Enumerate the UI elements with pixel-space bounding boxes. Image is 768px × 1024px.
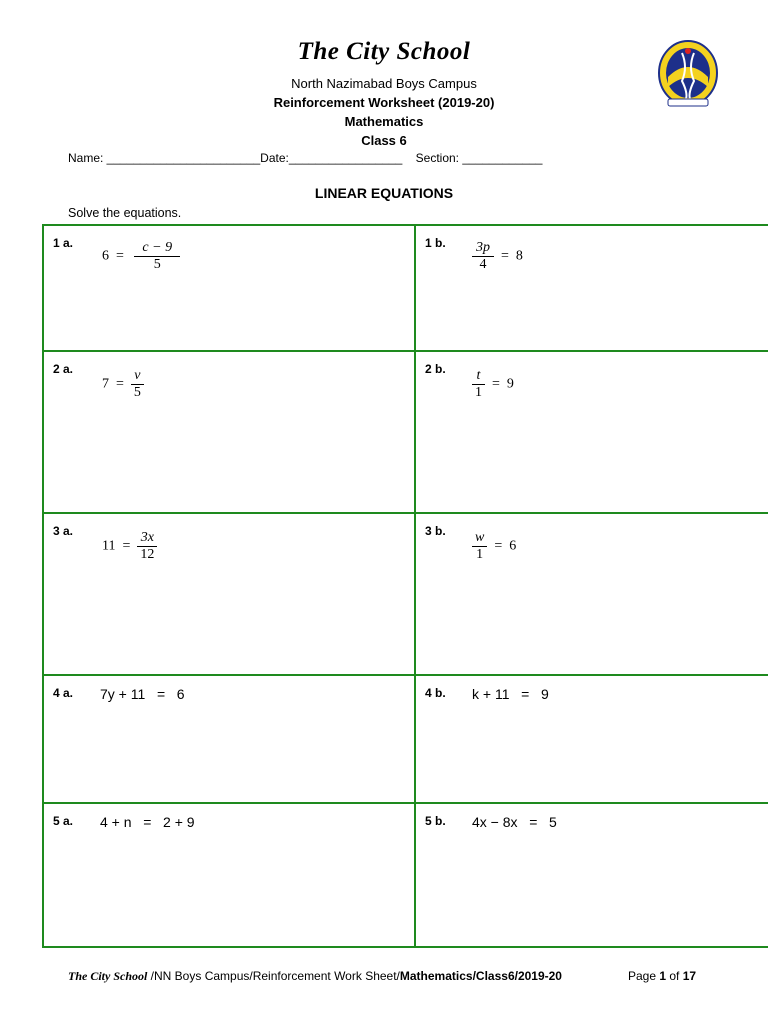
- problems-grid: [42, 224, 768, 948]
- problem-label: 2 b.: [425, 362, 446, 376]
- footer-path-text: /NN Boys Campus/Reinforcement Work Sheet/: [147, 969, 400, 983]
- problem-row-2: [44, 352, 768, 514]
- lhs-value: 7: [102, 376, 109, 392]
- instruction-text: Solve the equations.: [68, 206, 182, 220]
- campus-name: North Nazimabad Boys Campus: [291, 76, 477, 91]
- problem-row-1: [44, 226, 768, 352]
- student-info-fields[interactable]: Name: _______________________Date:_________________ Section: ____________: [68, 151, 543, 165]
- lhs-value: 11: [102, 538, 116, 554]
- problem-cell-3a[interactable]: [44, 514, 416, 674]
- page-number: Page 1 of 17: [628, 969, 697, 983]
- school-name: The City School: [297, 38, 471, 65]
- equation: [102, 368, 144, 401]
- equals-sign: =: [116, 376, 124, 392]
- problem-label: 3 b.: [425, 524, 446, 538]
- problem-label: 5 a.: [53, 814, 74, 828]
- footer-brand: The City School: [68, 969, 148, 983]
- school-logo-icon: [656, 37, 720, 117]
- fraction: $\frac{c - 9}{5}$: [134, 240, 180, 273]
- equation: [472, 368, 514, 401]
- problem-label: 4 a.: [53, 686, 74, 700]
- rhs-value: 8: [515, 248, 523, 264]
- equation: 4 + n = 2 + 9: [100, 814, 195, 830]
- footer-path: [68, 969, 562, 984]
- equation: [102, 530, 157, 563]
- problem-cell-2a[interactable]: [44, 352, 416, 512]
- problem-label: 4 b.: [425, 686, 446, 700]
- footer-path-bold: Mathematics/Class6/2019-20: [399, 969, 562, 983]
- problem-row-4: [44, 676, 768, 804]
- problem-label: 1 a.: [53, 236, 74, 250]
- problem-cell-1a[interactable]: [44, 226, 416, 350]
- problem-cell-4a[interactable]: [44, 676, 416, 802]
- equation: 7y + 11 = 6: [100, 686, 185, 702]
- problem-row-5: [44, 804, 768, 948]
- equation: 4x − 8x = 5: [472, 814, 557, 830]
- problem-cell-3b[interactable]: [416, 514, 768, 674]
- equals-sign: =: [122, 538, 131, 554]
- subject: Mathematics: [344, 114, 424, 129]
- fraction: $\frac{3p}{4}$: [472, 240, 494, 273]
- fraction: $\frac{w}{1}$: [472, 530, 487, 563]
- equals-sign: =: [492, 376, 500, 392]
- fraction: $\frac{v}{5}$: [131, 368, 144, 401]
- problem-label: 3 a.: [53, 524, 74, 538]
- problem-cell-1b[interactable]: [416, 226, 768, 350]
- class-level: Class 6: [361, 133, 407, 148]
- fraction: $\frac{t}{1}$: [472, 368, 485, 401]
- equation: k + 11 = 9: [472, 686, 549, 702]
- equation: [472, 530, 516, 563]
- equation: [472, 240, 523, 273]
- equation: [102, 240, 180, 273]
- worksheet-title: Reinforcement Worksheet (2019-20): [273, 95, 495, 110]
- rhs-value: 6: [509, 538, 517, 554]
- equals-sign: =: [494, 538, 503, 554]
- problem-row-3: [44, 514, 768, 676]
- problem-label: 1 b.: [425, 236, 446, 250]
- worksheet-topic-title: LINEAR EQUATIONS: [314, 185, 454, 201]
- problem-cell-5a[interactable]: [44, 804, 416, 948]
- rhs-value: 9: [506, 376, 514, 392]
- problem-cell-2b[interactable]: [416, 352, 768, 512]
- problem-label: 2 a.: [53, 362, 74, 376]
- lhs-value: 6: [102, 248, 109, 264]
- problem-cell-5b[interactable]: [416, 804, 768, 948]
- equals-sign: =: [501, 248, 509, 264]
- problem-label: 5 b.: [425, 814, 446, 828]
- problem-cell-4b[interactable]: [416, 676, 768, 802]
- fraction: $\frac{3x}{12}$: [137, 530, 157, 563]
- equals-sign: =: [116, 248, 124, 264]
